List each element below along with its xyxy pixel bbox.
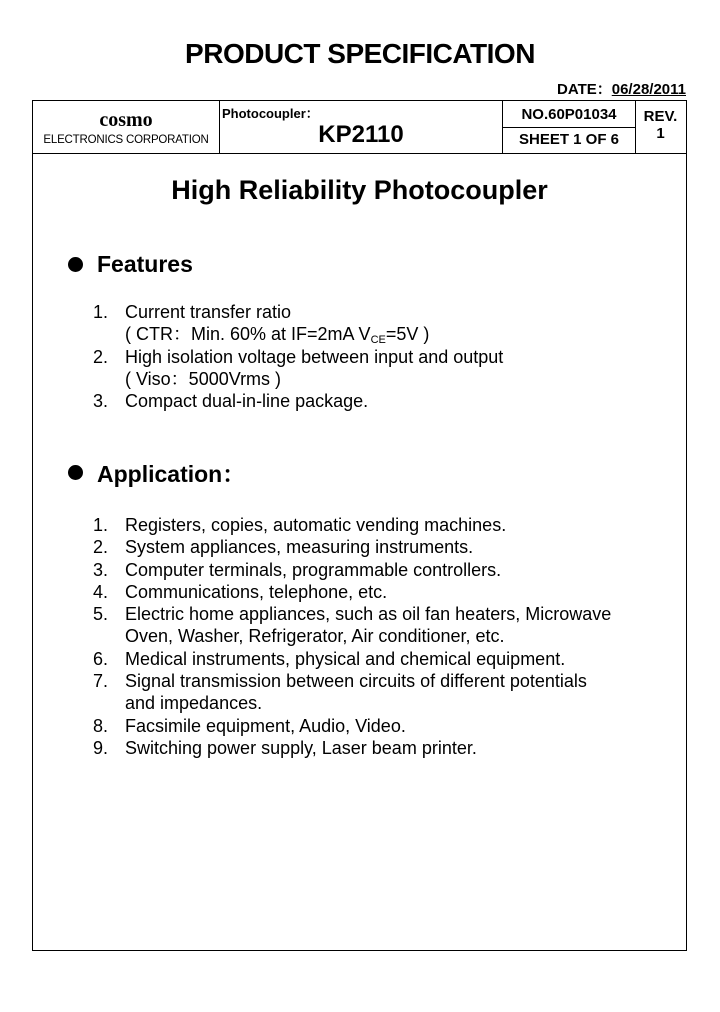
list-item [93, 648, 611, 670]
features-list [93, 301, 503, 412]
doc-number: NO.60P01034 [503, 101, 635, 128]
application-heading [68, 456, 245, 489]
item-text: System appliances, measuring instruments. [125, 537, 474, 558]
item-number: 4. [93, 581, 109, 602]
document-title: High Reliability Photocoupler [171, 175, 548, 205]
ctr-text: ( CTR：Min. 60% at IF=2mA V [125, 324, 371, 345]
item-text: Electric home appliances, such as oil fan heaters, Microwave [125, 604, 612, 625]
item-text: Registers, copies, automatic vending machines. [125, 515, 507, 535]
list-item [93, 737, 611, 759]
item-text: ( Viso：5000Vrms ) [125, 368, 282, 389]
item-text: Compact dual-in-line package. [125, 391, 369, 412]
item-text: High isolation voltage between input and output [125, 346, 504, 367]
revision-cell [636, 101, 685, 153]
features-heading-text: Features [97, 251, 193, 277]
features-heading [68, 251, 193, 278]
list-item [93, 670, 611, 715]
item-text: Computer terminals, programmable controllers. [125, 559, 502, 580]
item-text-ctr [125, 323, 429, 345]
item-number: 6. [93, 648, 109, 669]
item-text: Communications, telephone, etc. [125, 581, 388, 602]
list-item [93, 390, 503, 412]
bullet-icon [68, 465, 83, 480]
item-text: Signal transmission between circuits of different potentials [125, 671, 587, 692]
list-item [93, 581, 611, 603]
item-text: Oven, Washer, Refrigerator, Air conditioner, etc. [125, 626, 505, 647]
item-number: 2. [93, 537, 109, 558]
ctr-text-end: =5V ) [385, 324, 430, 345]
company-name: ELECTRONICS CORPORATION [43, 134, 209, 146]
item-number: 1. [93, 302, 109, 322]
sheet-number: SHEET 1 OF 6 [518, 131, 620, 148]
item-number: 3. [93, 391, 109, 412]
product-category: Photocoupler： [222, 106, 319, 121]
page-title: PRODUCT SPECIFICATION [185, 38, 535, 69]
item-number: 2. [93, 346, 109, 367]
list-item [93, 715, 611, 737]
list-item [93, 603, 611, 648]
header-table [33, 101, 686, 154]
company-cell [33, 101, 220, 153]
application-heading-text: Application： [97, 461, 246, 487]
product-model: KP2110 [318, 121, 404, 148]
revision-value: 1 [656, 125, 665, 142]
item-text: and impedances. [125, 693, 263, 714]
doc-number-cell [503, 101, 636, 153]
item-number: 7. [93, 671, 109, 692]
item-text: Medical instruments, physical and chemical equipment. [125, 648, 566, 669]
spec-sheet-frame [32, 100, 687, 951]
date-line [557, 78, 686, 99]
ctr-subscript: CE [370, 334, 386, 347]
item-text: Current transfer ratio [125, 302, 292, 322]
item-number: 1. [93, 515, 109, 535]
item-text: Switching power supply, Laser beam printer. [125, 737, 477, 758]
list-item [93, 536, 611, 558]
revision-label: REV. [643, 108, 678, 125]
list-item [93, 301, 503, 346]
item-number: 3. [93, 559, 109, 580]
item-number: 5. [93, 604, 109, 625]
bullet-icon [68, 257, 83, 272]
list-item [93, 346, 503, 391]
item-text: Facsimile equipment, Audio, Video. [125, 715, 406, 736]
date-value: 06/28/2011 [611, 81, 686, 98]
application-list [93, 514, 611, 759]
list-item [93, 514, 611, 536]
item-number: 8. [93, 715, 109, 736]
list-item [93, 559, 611, 581]
company-logo: cosmo [99, 109, 153, 131]
product-cell [220, 101, 503, 153]
item-number: 9. [93, 737, 109, 758]
date-label: DATE： [557, 81, 612, 98]
